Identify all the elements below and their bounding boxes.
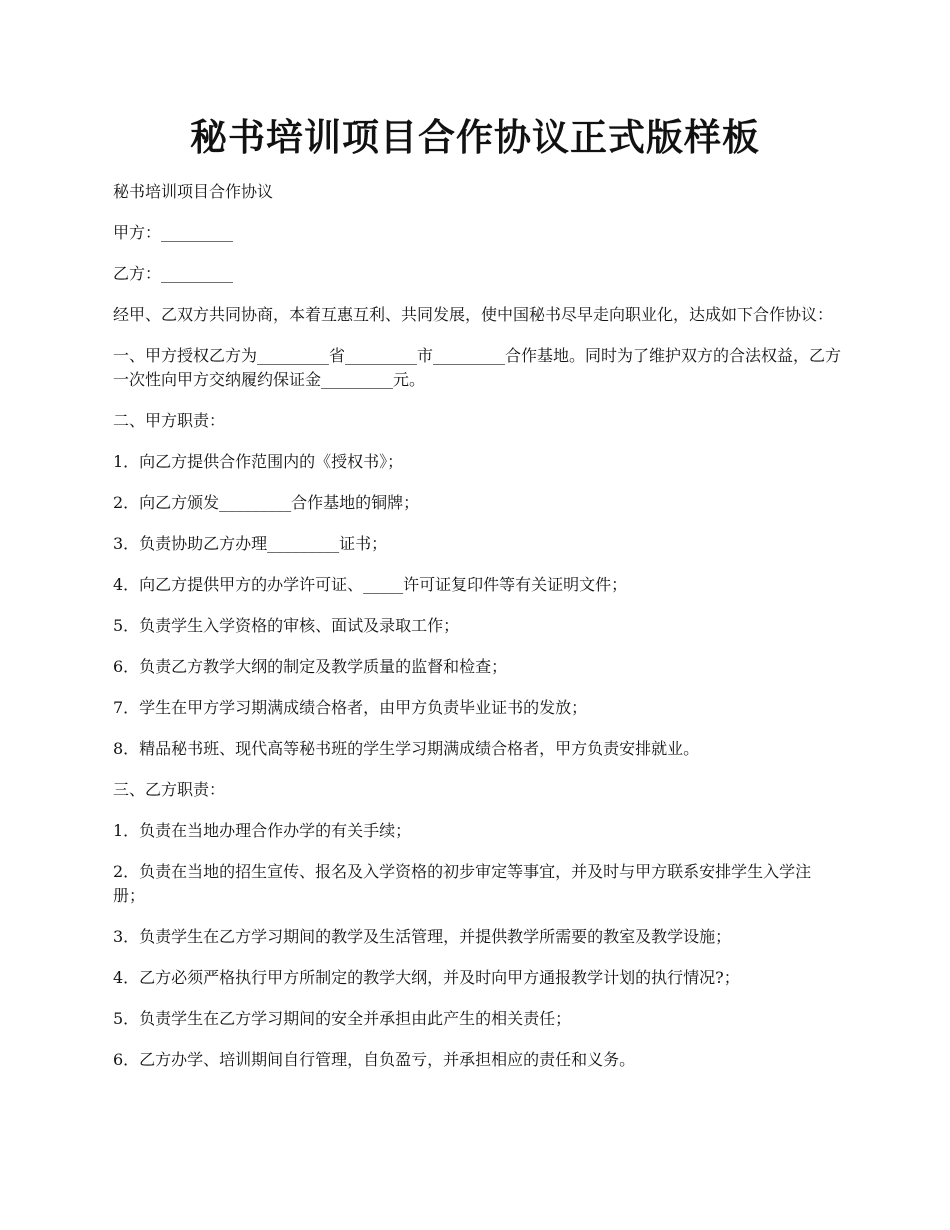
list-item: 6．负责乙方教学大纲的制定及教学质量的监督和检查； [113, 657, 508, 676]
party-b-line: 乙方：_________ [113, 264, 234, 283]
list-item: 7．学生在甲方学习期满成绩合格者，由甲方负责毕业证书的发放； [113, 698, 588, 717]
list-item: 4．向乙方提供甲方的办学许可证、_____许可证复印件等有关证明文件； [113, 575, 628, 594]
list-item: 8．精品秘书班、现代高等秘书班的学生学习期满成绩合格者，甲方负责安排就业。 [113, 739, 700, 758]
section-heading-party-b-duties: 三、乙方职责： [113, 780, 226, 799]
list-item: 5．负责学生在乙方学习期间的安全并承担由此产生的相关责任； [113, 1009, 572, 1028]
list-item: 3．负责学生在乙方学习期间的教学及生活管理，并提供教学所需要的教室及教学设施； [113, 927, 732, 946]
list-item: 1．向乙方提供合作范围内的《授权书》； [113, 452, 404, 471]
preamble-paragraph: 经甲、乙双方共同协商，本着互惠互利、共同发展，使中国秘书尽早走向职业化，达成如下合作协议： [113, 305, 834, 324]
document-title: 秘书培训项目合作协议正式版样板 [190, 115, 760, 159]
clause-one-paragraph: 一、甲方授权乙方为_________省_________市_________合作基地。同时为了维护双方的合法权益，乙方一次性向甲方交纳履约保证金_________元。 [113, 346, 842, 389]
list-item: 3．负责协助乙方办理_________证书； [113, 534, 388, 553]
list-item: 1．负责在当地办理合作办学的有关手续； [113, 821, 412, 840]
document-body [113, 180, 843, 1089]
list-item: 5．负责学生入学资格的审核、面试及录取工作； [113, 616, 460, 635]
list-item: 2．负责在当地的招生宣传、报名及入学资格的初步审定等事宜，并及时与甲方联系安排学生入学注册； [113, 862, 812, 905]
list-item: 2．向乙方颁发_________合作基地的铜牌； [113, 493, 420, 512]
paragraph-heading: 秘书培训项目合作协议 [113, 182, 274, 201]
list-item: 6．乙方办学、培训期间自行管理，自负盈亏，并承担相应的责任和义务。 [113, 1050, 636, 1069]
party-a-line: 甲方：_________ [113, 223, 234, 242]
list-item: 4．乙方必须严格执行甲方所制定的教学大纲，并及时向甲方通报教学计划的执行情况?； [113, 968, 740, 987]
section-heading-party-a-duties: 二、甲方职责： [113, 411, 226, 430]
